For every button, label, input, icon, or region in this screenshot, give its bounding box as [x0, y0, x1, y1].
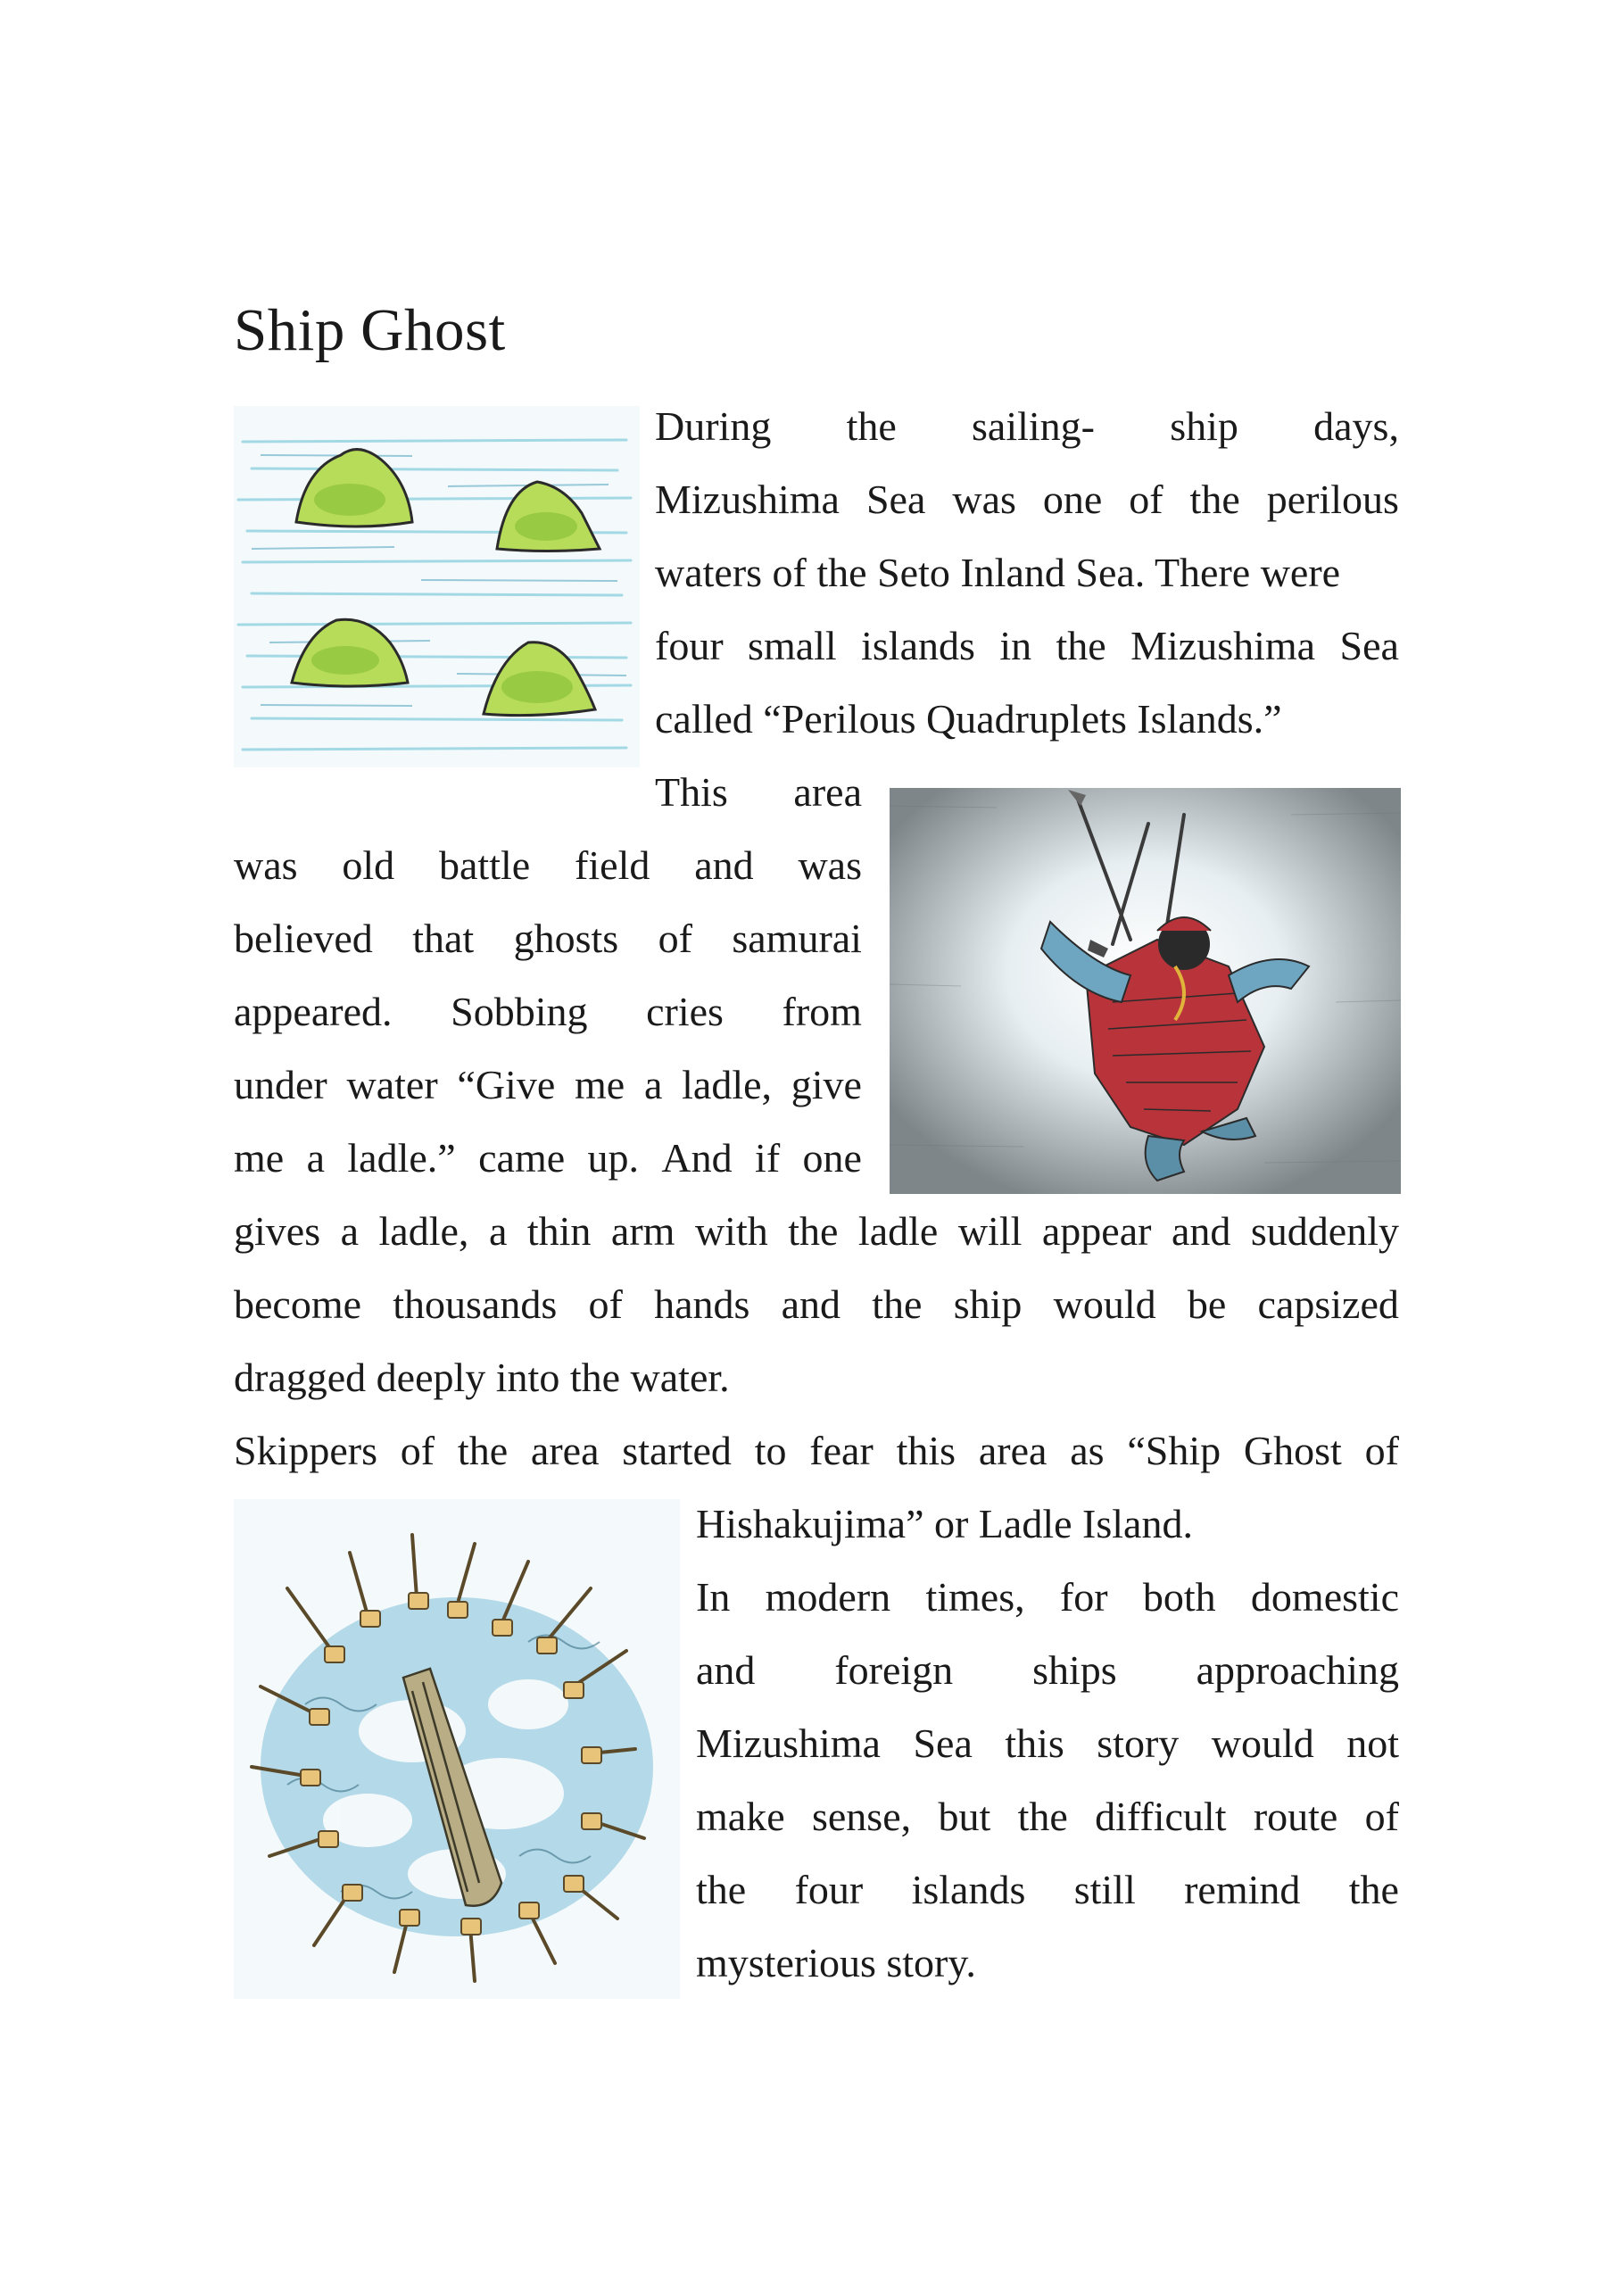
page-title: Ship Ghost: [234, 297, 506, 363]
text-line: four small islands in the Mizushima Sea: [655, 623, 1399, 668]
ladles-shipwreck-illustration: [234, 1499, 680, 1999]
text-line: and foreign ships approaching: [696, 1647, 1399, 1693]
text-line: In modern times, for both domestic: [696, 1574, 1399, 1620]
text-line: make sense, but the difficult route of: [696, 1794, 1399, 1839]
text-line: me a ladle.” came up. And if one: [234, 1135, 862, 1181]
text-line: During the sailing- ship days,: [655, 403, 1399, 449]
text-line: Skippers of the area started to fear this area as “Ship Ghost of: [234, 1428, 1399, 1473]
text-line: believed that ghosts of samurai: [234, 916, 862, 961]
text-line: was old battle field and was: [234, 842, 862, 888]
text-line: dragged deeply into the water.: [234, 1355, 730, 1400]
text-line: This area: [655, 769, 862, 815]
text-line: the four islands still remind the: [696, 1867, 1399, 1912]
text-line: Mizushima Sea was one of the perilous: [655, 477, 1399, 522]
text-line: Mizushima Sea this story would not: [696, 1720, 1399, 1766]
text-line: become thousands of hands and the ship would be capsized: [234, 1281, 1399, 1327]
text-line: mysterious story.: [696, 1940, 976, 1985]
text-line: under water “Give me a ladle, give: [234, 1062, 862, 1107]
text-line: gives a ladle, a thin arm with the ladle will appear and suddenly: [234, 1208, 1399, 1254]
four-islands-illustration: [234, 406, 640, 767]
text-line: waters of the Seto Inland Sea. There were: [655, 550, 1341, 595]
samurai-ghost-illustration: [890, 788, 1401, 1194]
text-line: Hishakujima” or Ladle Island.: [696, 1501, 1193, 1546]
text-line: appeared. Sobbing cries from: [234, 989, 862, 1034]
text-line: called “Perilous Quadruplets Islands.”: [655, 696, 1282, 742]
